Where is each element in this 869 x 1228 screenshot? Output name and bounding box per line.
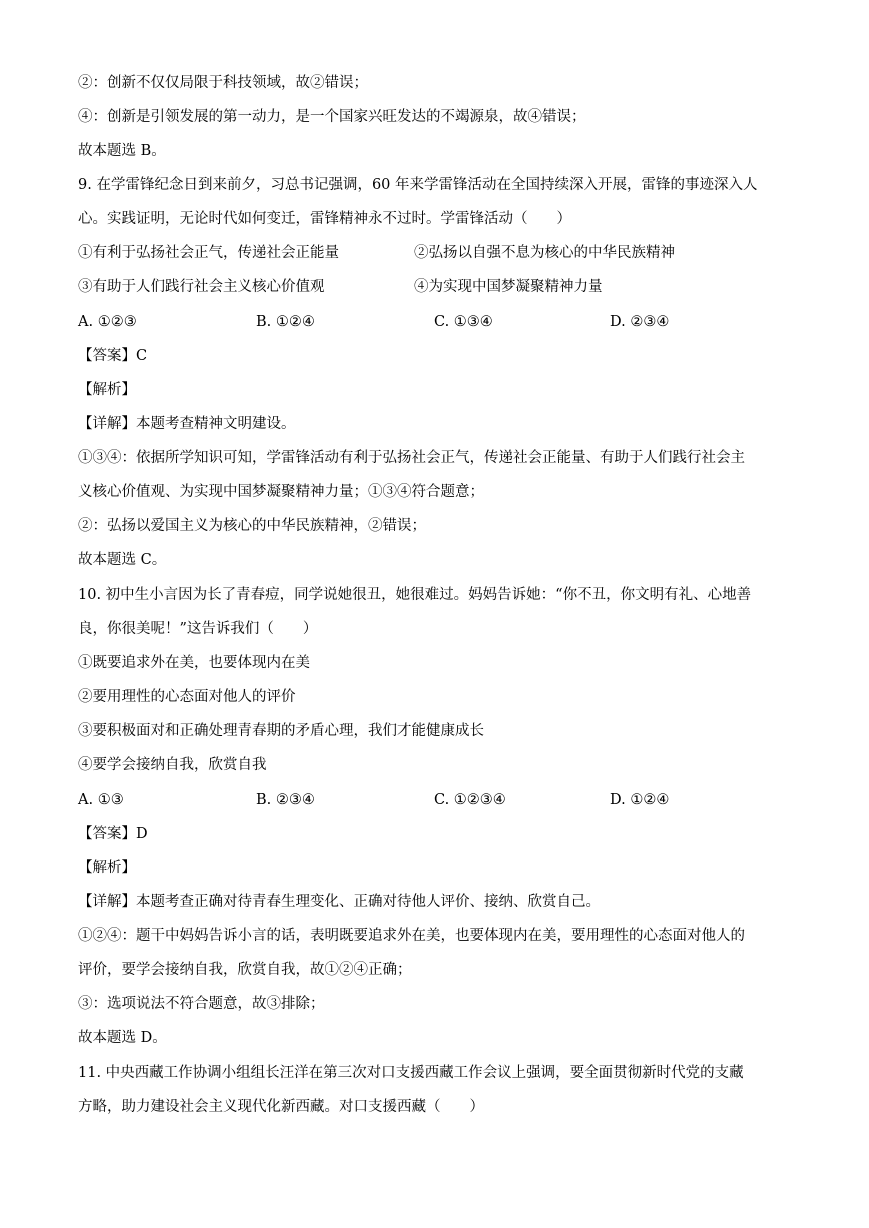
q10-statement-1: ①既要追求外在美，也要体现内在美 xyxy=(78,655,310,671)
q10-option-c: C. ①②③④ xyxy=(434,792,506,808)
q10-explanation: ③：选项说法不符合题意，故③排除； xyxy=(78,996,325,1012)
q9-statement-4: ④为实现中国梦凝聚精神力量 xyxy=(414,279,603,295)
q10-answer: 【答案】D xyxy=(78,826,148,842)
q10-conclusion: 故本题选 D。 xyxy=(78,1030,167,1046)
q9-analysis-label: 【解析】 xyxy=(78,382,136,398)
q10-statement-4: ④要学会接纳自我，欣赏自我 xyxy=(78,757,267,773)
q9-statement-3: ③有助于人们践行社会主义核心价值观 xyxy=(78,279,325,295)
q10-option-a: A. ①③ xyxy=(78,792,124,808)
q9-explanation: ①③④：依据所学知识可知，学雷锋活动有利于弘扬社会正气，传递社会正能量、有助于人们践行社会主 xyxy=(78,450,745,466)
q9-option-b: B. ①②④ xyxy=(256,314,315,330)
q9-statement-2: ②弘扬以自强不息为核心的中华民族精神 xyxy=(414,245,675,261)
q9-conclusion: 故本题选 C。 xyxy=(78,552,167,568)
q9-option-c: C. ①③④ xyxy=(434,314,493,330)
q11-stem: 11. 中央西藏工作协调小组组长汪洋在第三次对口支援西藏工作会议上强调，要全面贯彻新时代党的支藏 xyxy=(78,1065,744,1081)
q10-option-b: B. ②③④ xyxy=(256,792,315,808)
q10-analysis-label: 【解析】 xyxy=(78,860,136,876)
q9-option-a: A. ①②③ xyxy=(78,314,137,330)
q9-detail: 【详解】本题考查精神文明建设。 xyxy=(78,416,296,432)
q10-statement-2: ②要用理性的心态面对他人的评价 xyxy=(78,689,296,705)
q9-statement-1: ①有利于弘扬社会正气，传递社会正能量 xyxy=(78,245,339,261)
q9-stem: 心。实践证明，无论时代如何变迁，雷锋精神永不过时。学雷锋活动（ ） xyxy=(78,211,571,227)
prev-conclusion: 故本题选 B。 xyxy=(78,143,166,159)
q11-stem: 方略，助力建设社会主义现代化新西藏。对口支援西藏（ ） xyxy=(78,1099,484,1115)
q10-detail: 【详解】本题考查正确对待青春生理变化、正确对待他人评价、接纳、欣赏自己。 xyxy=(78,894,600,910)
q10-stem: 10. 初中生小言因为长了青春痘，同学说她很丑，她很难过。妈妈告诉她：“你不丑，你文明有礼、心地善 xyxy=(78,587,752,603)
q9-explanation: 义核心价值观、为实现中国梦凝聚精神力量；①③④符合题意； xyxy=(78,484,484,500)
q10-stem: 良，你很美呢！”这告诉我们（ ） xyxy=(78,621,318,637)
q10-statement-3: ③要积极面对和正确处理青春期的矛盾心理，我们才能健康成长 xyxy=(78,723,484,739)
q10-option-d: D. ①②④ xyxy=(610,792,670,808)
q9-explanation: ②：弘扬以爱国主义为核心的中华民族精神，②错误； xyxy=(78,518,426,534)
prev-explanation-line: ④：创新是引领发展的第一动力，是一个国家兴旺发达的不竭源泉，故④错误； xyxy=(78,109,586,125)
q9-option-d: D. ②③④ xyxy=(610,314,670,330)
q10-explanation: 评价，要学会接纳自我，欣赏自我，故①②④正确； xyxy=(78,962,412,978)
prev-explanation-line: ②：创新不仅仅局限于科技领域，故②错误； xyxy=(78,75,368,91)
q9-stem: 9. 在学雷锋纪念日到来前夕，习总书记强调，60 年来学雷锋活动在全国持续深入开展，雷锋的事迹深入人 xyxy=(78,177,758,193)
q9-answer: 【答案】C xyxy=(78,348,148,364)
q10-explanation: ①②④：题干中妈妈告诉小言的话，表明既要追求外在美，也要体现内在美，要用理性的心态面对他人的 xyxy=(78,928,745,944)
